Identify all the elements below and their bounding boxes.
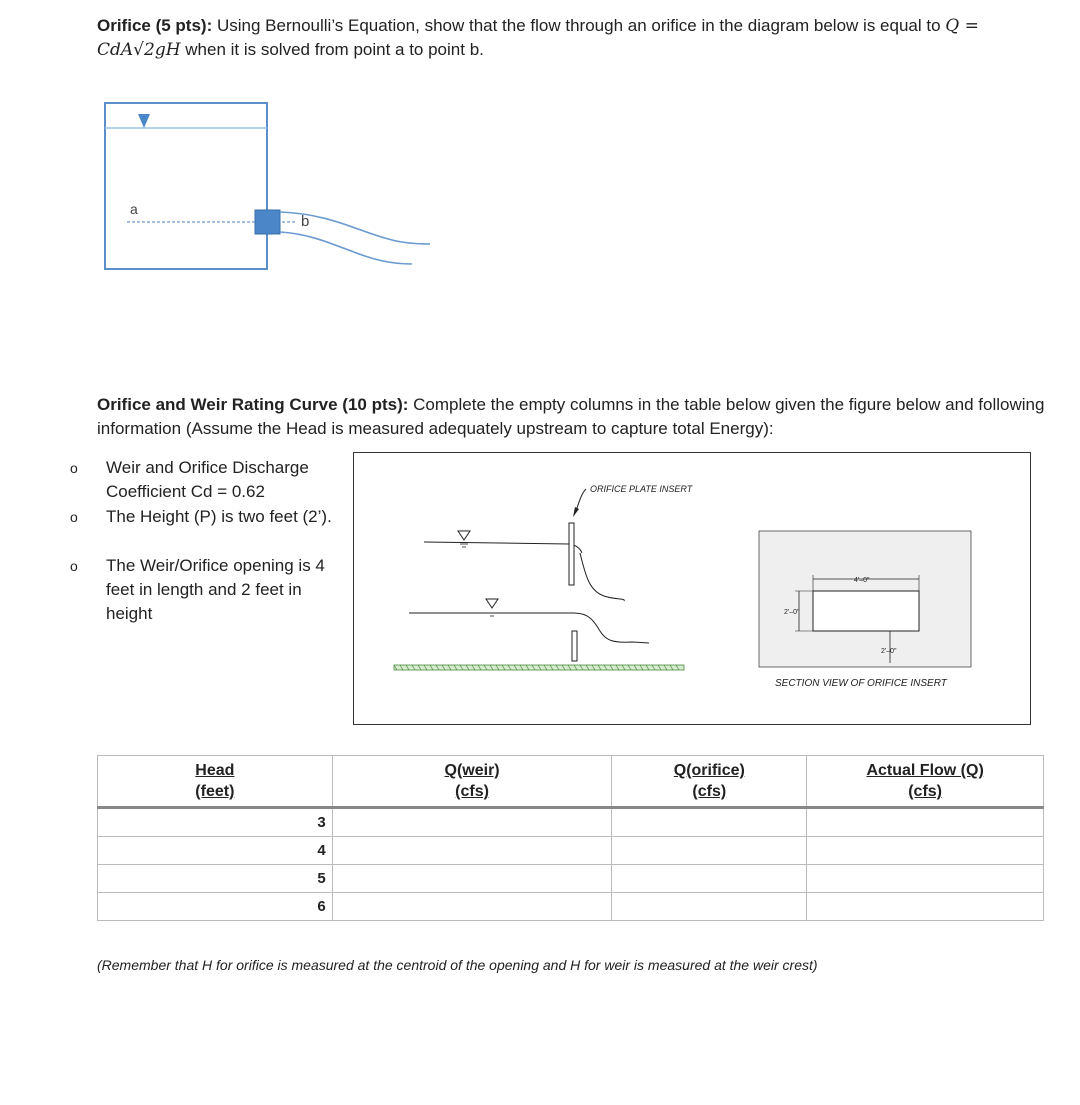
table-row xyxy=(98,837,1044,865)
orifice-opening xyxy=(255,210,280,234)
width-dimension-label: 4'–0" xyxy=(854,577,870,584)
header-q-weir-unit: (cfs) xyxy=(455,783,489,800)
header-q-orifice-unit: (cfs) xyxy=(692,783,727,800)
header-actual-flow-label: Actual Flow (Q) xyxy=(866,762,984,779)
table-header-row xyxy=(98,756,1044,808)
weir-figure-drawing xyxy=(354,453,1029,723)
header-q-weir-label: Q(weir) xyxy=(444,762,500,779)
actual-flow-cell[interactable] xyxy=(807,893,1044,921)
upstream-water-upper xyxy=(424,542,582,553)
q-weir-cell[interactable] xyxy=(332,837,612,865)
jet-lower xyxy=(280,232,412,264)
question-rating-title: Orifice and Weir Rating Curve (10 pts): xyxy=(97,395,409,414)
point-a-label: a xyxy=(130,201,138,217)
question-rating-text: Complete the empty columns in the table below given the figure below and following information (Assume the Head is measured adequately upstream to capture total Energy): xyxy=(97,395,1045,438)
crest-dimension-label: 2'–0" xyxy=(881,648,897,655)
weir-water-profile xyxy=(409,613,649,643)
table-row xyxy=(98,893,1044,921)
header-head-unit: (feet) xyxy=(195,783,235,800)
q-weir-cell[interactable] xyxy=(332,808,612,837)
head-cell: 6 xyxy=(98,893,333,921)
tank-orifice-diagram xyxy=(100,98,440,278)
header-q-weir xyxy=(332,756,612,808)
bullet-marker-icon: o xyxy=(70,558,78,574)
question-rating-curve xyxy=(97,393,1047,441)
q-orifice-cell[interactable] xyxy=(612,865,807,893)
label-leader xyxy=(576,489,586,511)
weir-figure xyxy=(353,452,1031,725)
weir-crest-plate xyxy=(572,631,577,661)
q-orifice-cell[interactable] xyxy=(612,808,807,837)
actual-flow-cell[interactable] xyxy=(807,865,1044,893)
water-level-icon xyxy=(458,531,470,540)
question-orifice-text: Using Bernoulli’s Equation, show that the flow through an orifice in the diagram below is equal to xyxy=(216,16,941,35)
point-b-label: b xyxy=(301,213,310,230)
actual-flow-cell[interactable] xyxy=(807,808,1044,837)
question-orifice-title: Orifice (5 pts): xyxy=(97,16,213,35)
bullet-text: The Height (P) is two feet (2’). xyxy=(106,507,332,526)
head-cell: 3 xyxy=(98,808,333,837)
question-orifice-text-end: when it is solved from point a to point b. xyxy=(185,40,484,59)
head-cell: 4 xyxy=(98,837,333,865)
orifice-opening-section xyxy=(813,591,919,631)
q-orifice-cell[interactable] xyxy=(612,837,807,865)
water-level-icon xyxy=(486,599,498,608)
bullet-text: Weir and Orifice Discharge Coefficient Cd = 0.62 xyxy=(106,458,309,501)
table-row xyxy=(98,865,1044,893)
bullet-marker-icon: o xyxy=(70,509,78,525)
actual-flow-cell[interactable] xyxy=(807,837,1044,865)
header-actual-flow xyxy=(807,756,1044,808)
q-weir-cell[interactable] xyxy=(332,865,612,893)
header-head xyxy=(98,756,333,808)
header-q-orifice xyxy=(612,756,807,808)
head-cell: 5 xyxy=(98,865,333,893)
bullet-text: The Weir/Orifice opening is 4 feet in length and 2 feet in height xyxy=(106,556,325,623)
bullet-marker-icon: o xyxy=(70,460,78,476)
q-weir-cell[interactable] xyxy=(332,893,612,921)
header-head-label: Head xyxy=(195,762,235,779)
q-orifice-cell[interactable] xyxy=(612,893,807,921)
table-row xyxy=(98,808,1044,837)
orifice-plate-label: ORIFICE PLATE INSERT xyxy=(590,484,693,494)
question-orifice xyxy=(97,14,1027,62)
orifice-plate xyxy=(569,523,574,585)
measurement-note: (Remember that H for orifice is measured at the centroid of the opening and H for weir is measured at the weir crest) xyxy=(97,957,818,973)
height-dimension-label: 2'–0" xyxy=(784,609,800,616)
section-view-label: SECTION VIEW OF ORIFICE INSERT xyxy=(775,678,947,689)
rating-table xyxy=(97,755,1044,921)
header-actual-flow-unit: (cfs) xyxy=(908,783,942,800)
header-q-orifice-label: Q(orifice) xyxy=(673,762,745,779)
orifice-formula: Q = CdA√2gH xyxy=(97,16,979,60)
nappe-upper xyxy=(580,553,624,601)
